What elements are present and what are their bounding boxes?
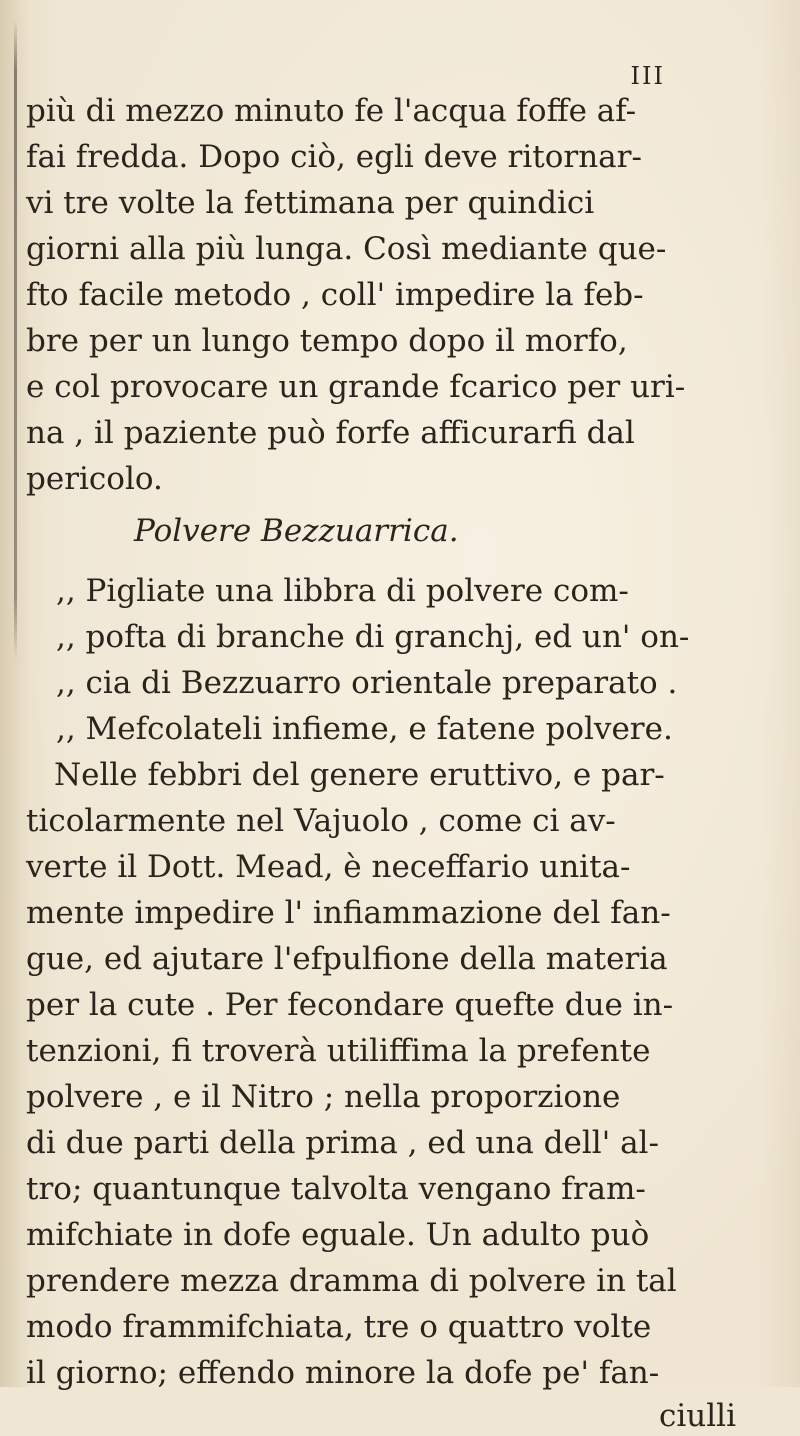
text-line: il giorno; effendo minore la dofe pe' fan- — [26, 1355, 660, 1391]
text-line: fai fredda. Dopo ciò, egli deve ritornar- — [26, 139, 642, 175]
text-line: per la cute . Per fecondare quefte due in- — [26, 987, 674, 1023]
text-line: prendere mezza dramma di polvere in tal — [26, 1263, 677, 1299]
text-line: verte il Dott. Mead, è neceffario unita- — [26, 849, 631, 885]
quote-line: ,, Pigliate una libbra di polvere com- — [56, 573, 629, 609]
paragraph-1 — [26, 88, 786, 502]
text-line: bre per un lungo tempo dopo il morfo, — [26, 323, 628, 359]
text-line: vi tre volte la fettimana per quindici — [26, 185, 595, 221]
text-line: na , il paziente può forfe afficurarfi dal — [26, 415, 635, 451]
quote-line: ,, Mefcolateli infieme, e fatene polvere. — [56, 711, 673, 747]
text-line: polvere , e il Nitro ; nella proporzione — [26, 1079, 621, 1115]
catchword: ciulli — [659, 1398, 736, 1434]
text-line: pericolo. — [26, 461, 163, 497]
text-line: ticolarmente nel Vajuolo , come ci av- — [26, 803, 616, 839]
text-line: più di mezzo minuto fe l'acqua foffe af- — [26, 93, 637, 129]
text-line: e col provocare un grande fcarico per uri- — [26, 369, 686, 405]
text-line: mente impedire l' infiammazione del fan- — [26, 895, 671, 931]
quote-line: ,, pofta di branche di granchj, ed un' on- — [56, 619, 690, 655]
recipe-quote — [26, 568, 786, 752]
paragraph-2 — [26, 752, 786, 1396]
text-line: Nelle febbri del genere eruttivo, e par- — [54, 757, 665, 793]
text-line: tro; quantunque talvolta vengano fram- — [26, 1171, 646, 1207]
text-line: fto facile metodo , coll' impedire la feb- — [26, 277, 644, 313]
text-line: giorni alla più lunga. Così mediante que- — [26, 231, 667, 267]
text-line: tenzioni, fi troverà utiliffima la prefente — [26, 1033, 651, 1069]
binding-gutter — [14, 20, 17, 660]
text-block — [26, 88, 786, 1436]
section-heading: Polvere Bezzuarrica. — [134, 513, 459, 549]
text-line: di due parti della prima , ed una dell' al- — [26, 1125, 659, 1161]
page-number: III — [630, 62, 665, 90]
text-line: modo frammifchiata, tre o quattro volte — [26, 1309, 652, 1345]
text-line: gue, ed ajutare l'efpulfione della materia — [26, 941, 668, 977]
text-line: mifchiate in dofe eguale. Un adulto può — [26, 1217, 650, 1253]
quote-line: ,, cia di Bezzuarro orientale preparato . — [56, 665, 678, 701]
